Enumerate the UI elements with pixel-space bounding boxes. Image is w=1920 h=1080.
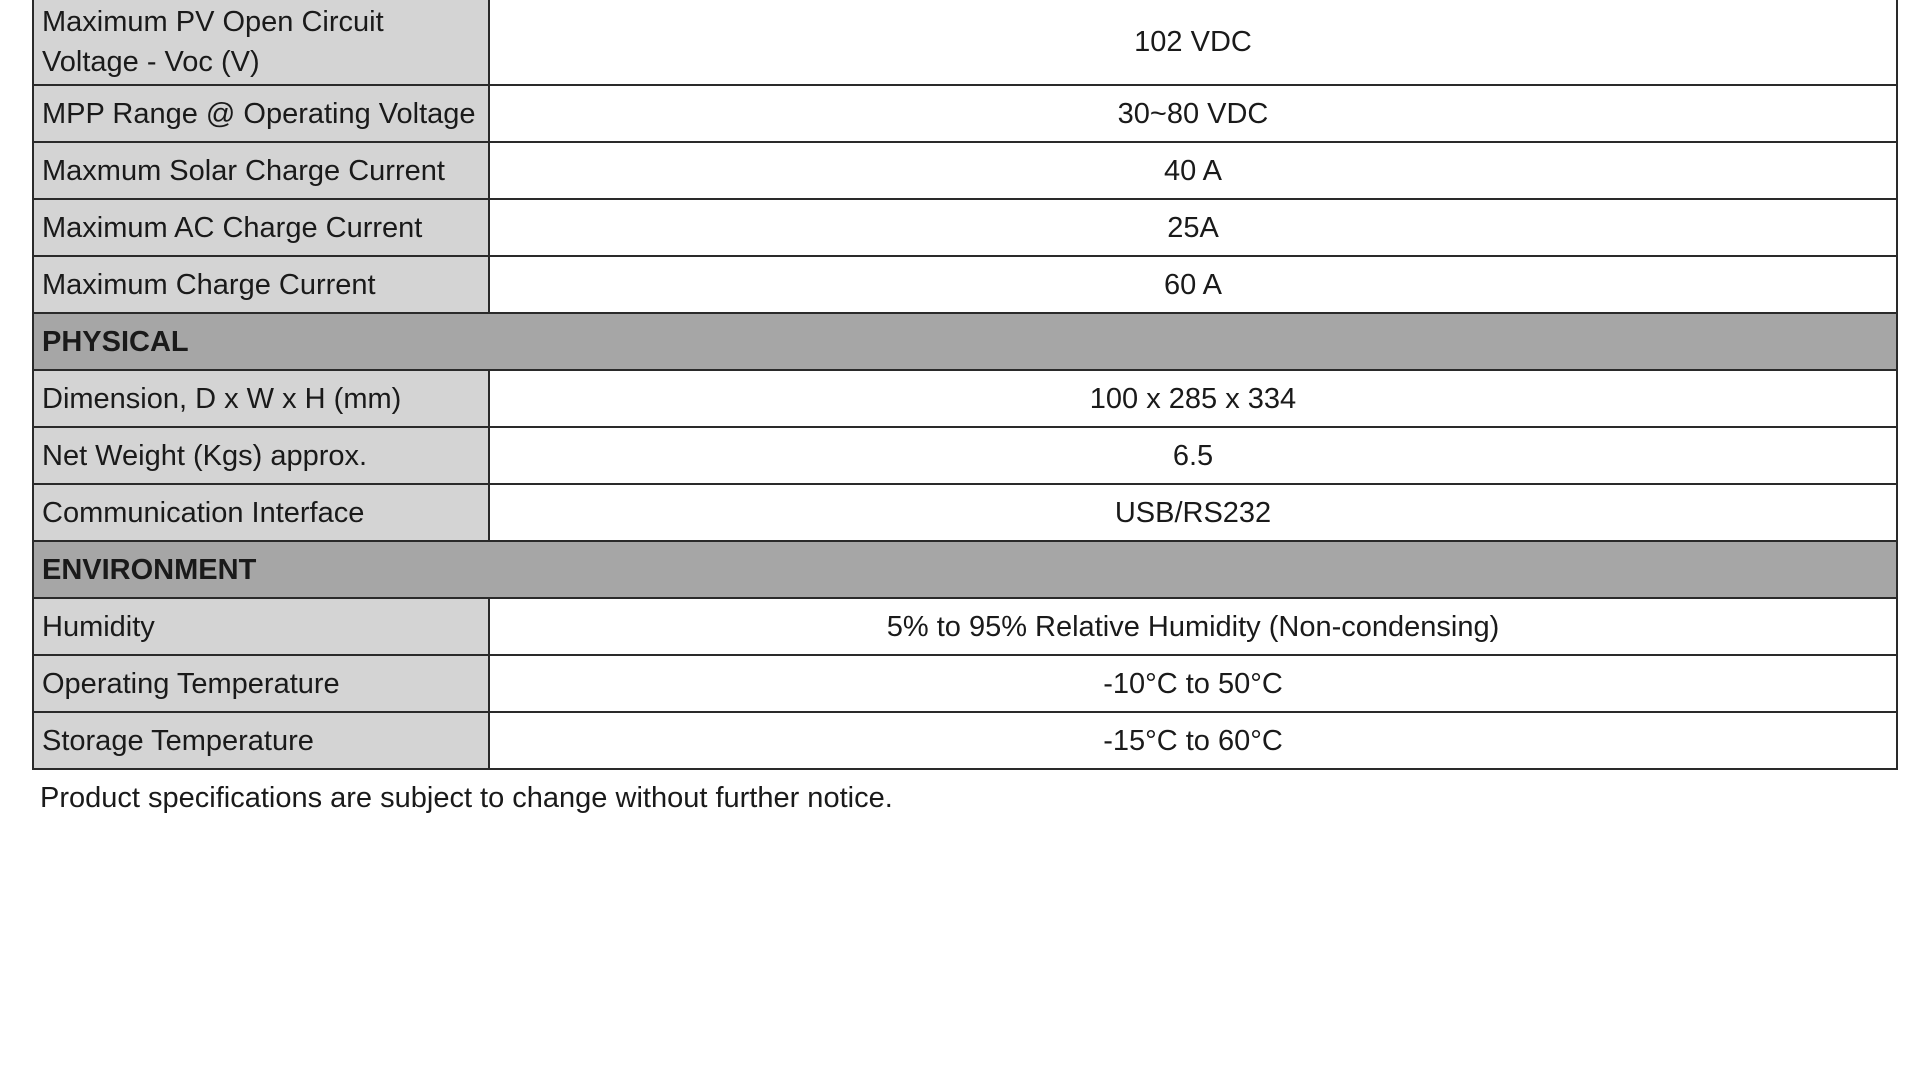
spec-label: Maxmum Solar Charge Current [33,142,489,199]
table-row [33,712,1897,769]
spec-label: Humidity [33,598,489,655]
spec-value: -15°C to 60°C [489,712,1897,769]
section-heading-label: PHYSICAL [33,313,1897,370]
spec-value: 102 VDC [489,0,1897,85]
footnote: Product specifications are subject to change without further notice. [40,782,893,814]
spec-label: Maximum PV Open Circuit Voltage - Voc (V) [33,0,489,85]
section-heading-environment [33,541,1897,598]
spec-value: 30~80 VDC [489,85,1897,142]
table-row [33,427,1897,484]
spec-label: Maximum AC Charge Current [33,199,489,256]
spec-label: MPP Range @ Operating Voltage [33,85,489,142]
spec-label: Maximum Charge Current [33,256,489,313]
spec-value: 40 A [489,142,1897,199]
spec-value: 6.5 [489,427,1897,484]
spec-value: 25A [489,199,1897,256]
table-row [33,142,1897,199]
spec-value: 100 x 285 x 334 [489,370,1897,427]
table-row [33,256,1897,313]
table-row [33,85,1897,142]
spec-value: -10°C to 50°C [489,655,1897,712]
table-row [33,655,1897,712]
section-heading-label: ENVIRONMENT [33,541,1897,598]
spec-label: Dimension, D x W x H (mm) [33,370,489,427]
spec-label: Operating Temperature [33,655,489,712]
table-row [33,484,1897,541]
section-heading-physical [33,313,1897,370]
spec-label: Communication Interface [33,484,489,541]
spec-value: 60 A [489,256,1897,313]
spec-label: Net Weight (Kgs) approx. [33,427,489,484]
spec-table [32,0,1898,770]
table-row [33,370,1897,427]
spec-label: Storage Temperature [33,712,489,769]
table-row [33,0,1897,85]
table-row [33,598,1897,655]
spec-value: 5% to 95% Relative Humidity (Non-condensing) [489,598,1897,655]
spec-value: USB/RS232 [489,484,1897,541]
table-row [33,199,1897,256]
